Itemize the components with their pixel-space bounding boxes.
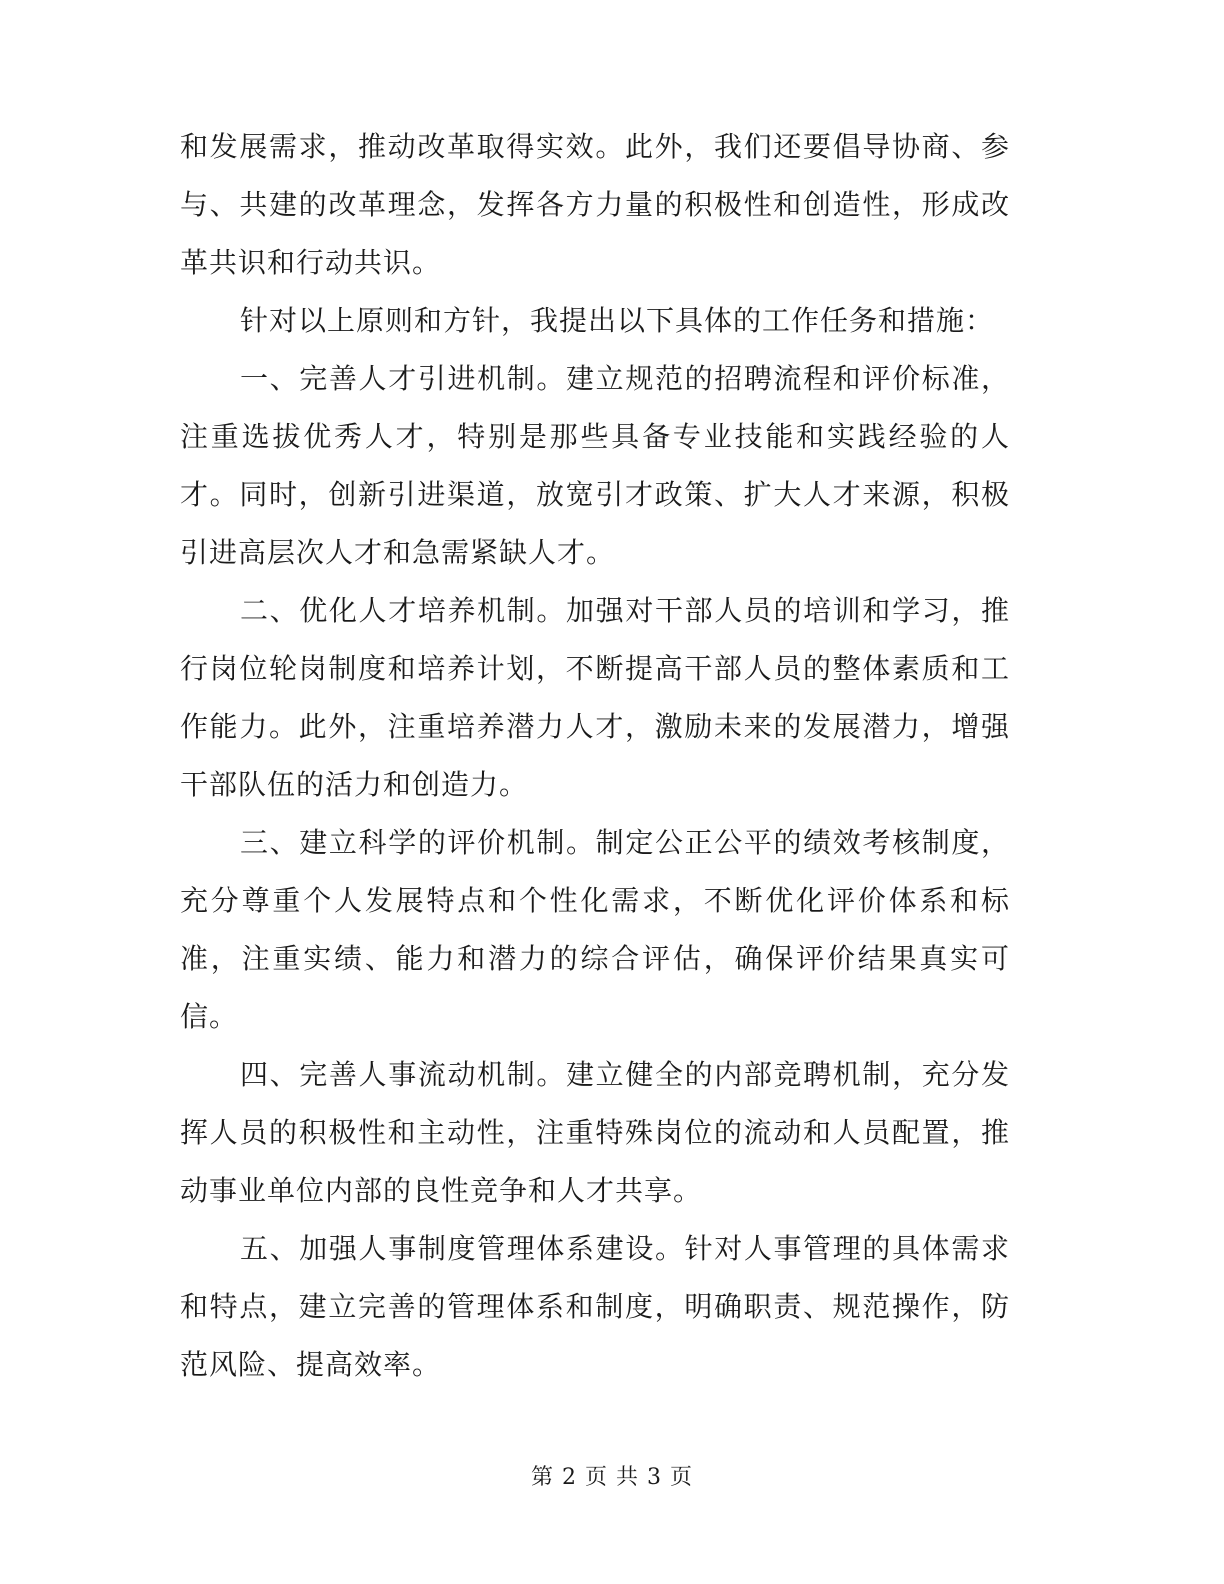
paragraph-measure-3: 三、建立科学的评价机制。制定公正公平的绩效考核制度，充分尊重个人发展特点和个性化需求，不断优化评价体系和标准，注重实绩、能力和潜力的综合评估，确保评价结果真实可信。 — [180, 826, 1010, 1033]
paragraph-measure-5: 五、加强人事制度管理体系建设。针对人事管理的具体需求和特点，建立完善的管理体系和制度，明确职责、规范操作，防范风险、提高效率。 — [180, 1232, 1010, 1381]
paragraph-intro-measures: 针对以上原则和方针，我提出以下具体的工作任务和措施： — [240, 304, 995, 337]
page-footer — [0, 1462, 1224, 1494]
page-number-label: 第 2 页 共 3 页 — [531, 1465, 693, 1490]
paragraph-measure-1: 一、完善人才引进机制。建立规范的招聘流程和评价标准，注重选拔优秀人才，特别是那些具备专业技能和实践经验的人才。同时，创新引进渠道，放宽引才政策、扩大人才来源，积极引进高层次人才和急需紧缺人才。 — [180, 362, 1010, 569]
paragraph-continued: 和发展需求，推动改革取得实效。此外，我们还要倡导协商、参与、共建的改革理念，发挥各方力量的积极性和创造性，形成改革共识和行动共识。 — [180, 130, 1010, 279]
paragraph-measure-4: 四、完善人事流动机制。建立健全的内部竞聘机制，充分发挥人员的积极性和主动性，注重特殊岗位的流动和人员配置，推动事业单位内部的良性竞争和人才共享。 — [180, 1058, 1010, 1207]
paragraph-measure-2: 二、优化人才培养机制。加强对干部人员的培训和学习，推行岗位轮岗制度和培养计划，不断提高干部人员的整体素质和工作能力。此外，注重培养潜力人才，激励未来的发展潜力，增强干部队伍的活力和创造力。 — [180, 594, 1010, 801]
document-body — [180, 118, 1010, 1394]
